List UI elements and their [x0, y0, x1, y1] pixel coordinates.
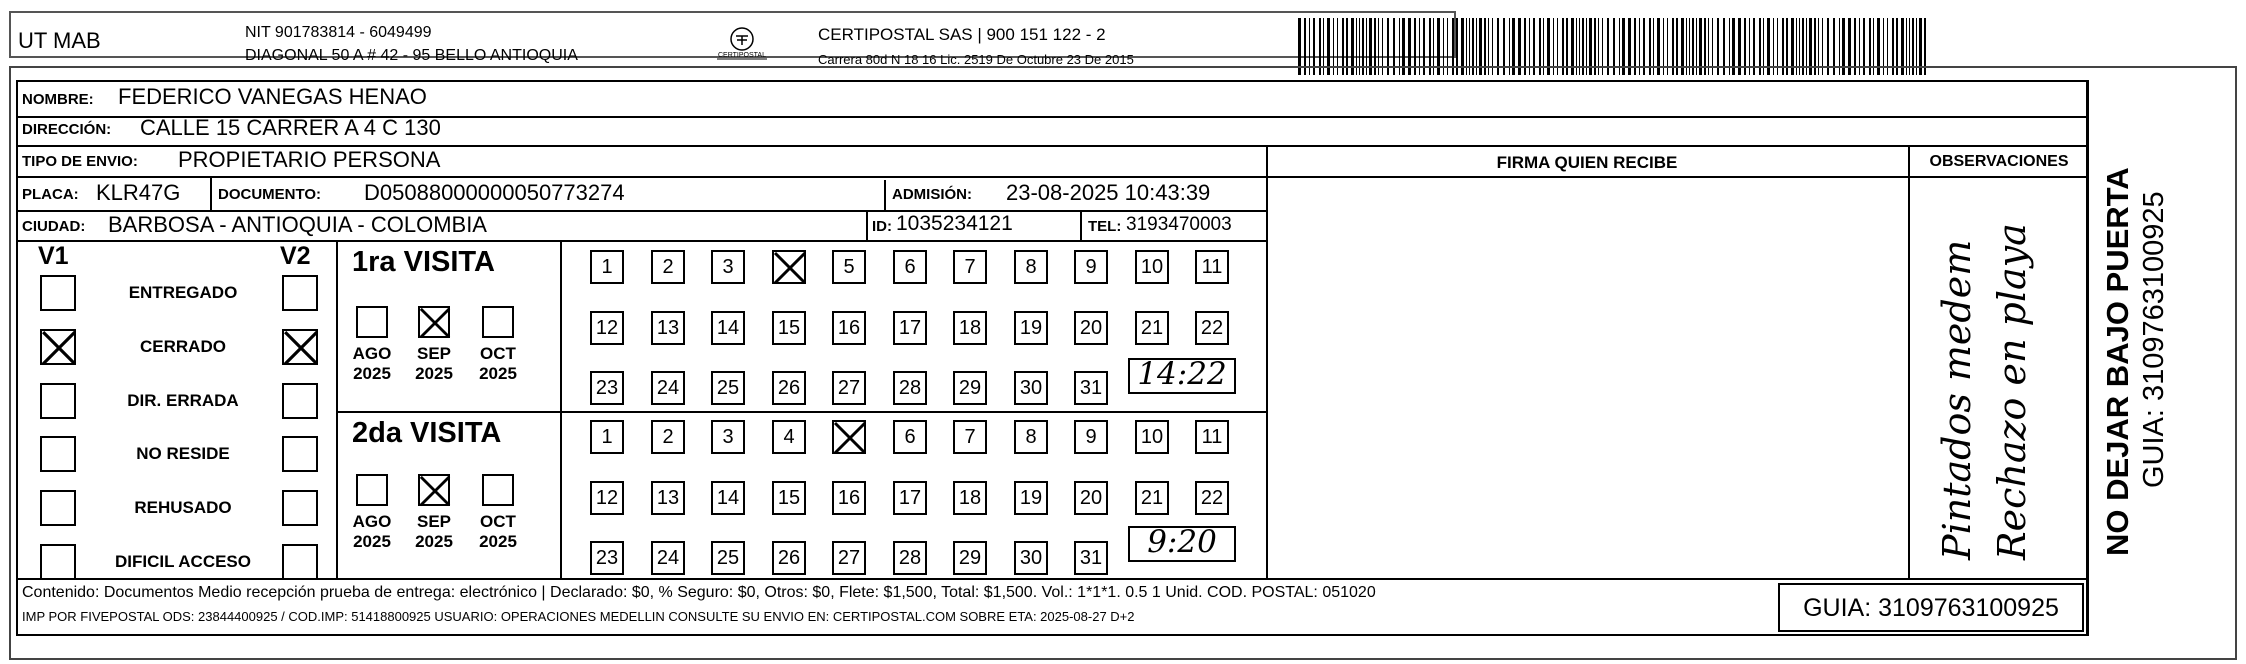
- first-visit-day-28[interactable]: 28: [893, 371, 927, 405]
- v2-checkbox-3[interactable]: [282, 436, 318, 472]
- second-visit-time: 9:20: [1147, 524, 1217, 560]
- observation-handwriting-1: Pintados medem: [1935, 239, 1979, 560]
- first-visit-year-label: 2025: [353, 364, 391, 383]
- cell-divider: [866, 210, 868, 240]
- company-nit: NIT 901783814 - 6049499: [245, 24, 432, 41]
- cell-divider: [884, 180, 886, 210]
- first-visit-day-10[interactable]: 10: [1135, 250, 1169, 284]
- admission-label: ADMISIÓN:: [892, 186, 972, 203]
- second-visit-month-checkbox-sep[interactable]: [418, 474, 450, 506]
- observations-divider: [1908, 145, 1910, 578]
- second-visit-day-9[interactable]: 9: [1074, 420, 1108, 454]
- first-visit-year-label: 2025: [479, 364, 517, 383]
- second-visit-day-14[interactable]: 14: [711, 481, 745, 515]
- first-visit-day-2[interactable]: 2: [651, 250, 685, 284]
- id-value: 1035234121: [896, 212, 1013, 235]
- first-visit-day-19[interactable]: 19: [1014, 311, 1048, 345]
- first-visit-day-31[interactable]: 31: [1074, 371, 1108, 405]
- second-visit-day-16[interactable]: 16: [832, 481, 866, 515]
- footer-imp: IMP POR FIVEPOSTAL ODS: 23844400925 / COD.IMP: 51418800925 USUARIO: OPERACIONES MEDELLIN CONSULTE SU ENVIO EN: CERTIPOSTAL.COM SOBRE ETA: 2025-08-27 D+2: [22, 609, 1135, 624]
- second-visit-day-5[interactable]: [832, 420, 866, 454]
- v1-checkbox-0[interactable]: [40, 275, 76, 311]
- status-label: DIFICIL ACCESO: [114, 552, 251, 571]
- visit-divider: [336, 411, 1266, 413]
- certipostal-logo: [712, 25, 772, 65]
- second-visit-year-label: 2025: [415, 532, 453, 551]
- v2-checkbox-1[interactable]: [282, 329, 318, 365]
- v1-checkbox-3[interactable]: [40, 436, 76, 472]
- first-visit-day-24[interactable]: 24: [651, 371, 685, 405]
- second-visit-day-6[interactable]: 6: [893, 420, 927, 454]
- first-visit-day-11[interactable]: 11: [1195, 250, 1229, 284]
- second-visit-day-30[interactable]: 30: [1014, 541, 1048, 575]
- company-address: DIAGONAL 50 A # 42 - 95 BELLO ANTIOQUIA: [245, 47, 578, 64]
- first-visit-day-26[interactable]: 26: [772, 371, 806, 405]
- first-visit-day-27[interactable]: 27: [832, 371, 866, 405]
- status-label: REHUSADO: [134, 498, 232, 517]
- second-visit-day-26[interactable]: 26: [772, 541, 806, 575]
- first-visit-day-17[interactable]: 17: [893, 311, 927, 345]
- carrier-license: Carrera 80d N 18 16 Lic. 2519 De Octubre 23 De 2015: [818, 52, 1134, 67]
- recipient-address: CALLE 15 CARRER A 4 C 130: [140, 115, 441, 140]
- document-label: DOCUMENTO:: [218, 186, 322, 203]
- city-value: BARBOSA - ANTIOQUIA - COLOMBIA: [108, 212, 487, 237]
- second-visit-day-1[interactable]: 1: [590, 420, 624, 454]
- second-visit-day-17[interactable]: 17: [893, 481, 927, 515]
- status-divider: [336, 240, 338, 578]
- city-label: CIUDAD:: [22, 218, 86, 235]
- logo-text: CERTIPOSTAL: [718, 52, 766, 59]
- second-visit-day-18[interactable]: 18: [953, 481, 987, 515]
- observations-label: OBSERVACIONES: [1929, 153, 2069, 170]
- v1-checkbox-1[interactable]: [40, 329, 76, 365]
- first-visit-day-7[interactable]: 7: [953, 250, 987, 284]
- second-visit-year-label: 2025: [353, 532, 391, 551]
- first-visit-day-3[interactable]: 3: [711, 250, 745, 284]
- name-label: NOMBRE:: [22, 91, 94, 108]
- first-visit-day-14[interactable]: 14: [711, 311, 745, 345]
- admission-value: 23-08-2025 10:43:39: [1006, 180, 1211, 205]
- second-visit-day-28[interactable]: 28: [893, 541, 927, 575]
- second-visit-day-10[interactable]: 10: [1135, 420, 1169, 454]
- second-visit-day-4[interactable]: 4: [772, 420, 806, 454]
- row-divider: [16, 240, 1266, 242]
- footer-guia: GUIA: 3109763100925: [1803, 594, 2059, 622]
- second-visit-day-13[interactable]: 13: [651, 481, 685, 515]
- v2-label: V2: [280, 242, 311, 270]
- shipment-type-label: TIPO DE ENVIO:: [22, 153, 138, 170]
- plate-value: KLR47G: [96, 180, 181, 205]
- second-visit-day-22[interactable]: 22: [1195, 481, 1229, 515]
- document-value: D05088000000050773274: [364, 180, 625, 205]
- second-visit-day-7[interactable]: 7: [953, 420, 987, 454]
- first-visit-label: 1ra VISITA: [352, 246, 495, 278]
- second-visit-day-12[interactable]: 12: [590, 481, 624, 515]
- second-visit-day-8[interactable]: 8: [1014, 420, 1048, 454]
- first-visit-day-4[interactable]: [772, 250, 806, 284]
- second-visit-day-2[interactable]: 2: [651, 420, 685, 454]
- month-divider: [560, 240, 562, 578]
- second-visit-day-21[interactable]: 21: [1135, 481, 1169, 515]
- cell-divider: [1080, 210, 1082, 240]
- second-visit-year-label: 2025: [479, 532, 517, 551]
- v1-checkbox-4[interactable]: [40, 490, 76, 526]
- first-visit-day-15[interactable]: 15: [772, 311, 806, 345]
- second-visit-month-label: OCT: [480, 512, 516, 531]
- first-visit-month-checkbox-ago[interactable]: [356, 306, 388, 338]
- first-visit-day-29[interactable]: 29: [953, 371, 987, 405]
- status-label: ENTREGADO: [128, 283, 238, 302]
- v1-checkbox-5[interactable]: [40, 544, 76, 580]
- first-visit-day-21[interactable]: 21: [1135, 311, 1169, 345]
- v2-checkbox-0[interactable]: [282, 275, 318, 311]
- second-visit-day-3[interactable]: 3: [711, 420, 745, 454]
- signature-label: FIRMA QUIEN RECIBE: [1496, 153, 1678, 172]
- status-label: DIR. ERRADA: [127, 391, 239, 410]
- v2-checkbox-2[interactable]: [282, 383, 318, 419]
- footer-contents: Contenido: Documentos Medio recepción prueba de entrega: electrónico | Declarado: $0, % Seguro: $0, Otros: $0, Flete: $1,500, Total: $1,500. Vol.: 1*1*1. 0.5 1 Unid. COD. POSTAL: 051020: [22, 584, 1376, 601]
- second-visit-day-23[interactable]: 23: [590, 541, 624, 575]
- v1-checkbox-2[interactable]: [40, 383, 76, 419]
- first-visit-month-checkbox-oct[interactable]: [482, 306, 514, 338]
- shipment-type: PROPIETARIO PERSONA: [178, 147, 441, 172]
- first-visit-day-16[interactable]: 16: [832, 311, 866, 345]
- first-visit-day-22[interactable]: 22: [1195, 311, 1229, 345]
- first-visit-day-30[interactable]: 30: [1014, 371, 1048, 405]
- second-visit-day-27[interactable]: 27: [832, 541, 866, 575]
- second-visit-day-19[interactable]: 19: [1014, 481, 1048, 515]
- first-visit-month-label: SEP: [416, 344, 452, 363]
- side-warning: NO DEJAR BAJO PUERTA: [2100, 167, 2135, 556]
- second-visit-month-label: SEP: [416, 512, 452, 531]
- v1-label: V1: [38, 242, 69, 270]
- second-visit-day-24[interactable]: 24: [651, 541, 685, 575]
- side-guia: GUIA: 3109763100925: [2138, 191, 2170, 488]
- first-visit-day-20[interactable]: 20: [1074, 311, 1108, 345]
- recipient-name: FEDERICO VANEGAS HENAO: [118, 84, 427, 109]
- tel-value: 3193470003: [1126, 214, 1232, 235]
- cell-divider: [210, 176, 212, 210]
- second-visit-day-25[interactable]: 25: [711, 541, 745, 575]
- first-visit-day-5[interactable]: 5: [832, 250, 866, 284]
- status-label: NO RESIDE: [136, 444, 230, 463]
- second-visit-month-checkbox-oct[interactable]: [482, 474, 514, 506]
- observation-handwriting-2: Rechazo en playa: [1990, 223, 2034, 560]
- tel-label: TEL:: [1088, 218, 1122, 235]
- row-divider: [16, 578, 2088, 580]
- first-visit-month-checkbox-sep[interactable]: [418, 306, 450, 338]
- second-visit-day-20[interactable]: 20: [1074, 481, 1108, 515]
- plate-label: PLACA:: [22, 186, 79, 203]
- first-visit-day-8[interactable]: 8: [1014, 250, 1048, 284]
- second-visit-day-15[interactable]: 15: [772, 481, 806, 515]
- first-visit-month-label: AGO: [352, 344, 392, 363]
- address-label: DIRECCIÓN:: [22, 121, 112, 138]
- first-visit-year-label: 2025: [415, 364, 453, 383]
- company-name: UT MAB: [18, 28, 101, 53]
- signature-divider: [1266, 145, 1268, 578]
- second-visit-month-checkbox-ago[interactable]: [356, 474, 388, 506]
- second-visit-label: 2da VISITA: [352, 417, 502, 449]
- first-visit-day-9[interactable]: 9: [1074, 250, 1108, 284]
- status-label: CERRADO: [140, 337, 226, 356]
- carrier-name: CERTIPOSTAL SAS | 900 151 122 - 2: [818, 25, 1106, 44]
- row-divider: [16, 176, 1266, 178]
- second-visit-day-31[interactable]: 31: [1074, 541, 1108, 575]
- row-divider: [1266, 176, 2088, 178]
- first-visit-day-6[interactable]: 6: [893, 250, 927, 284]
- first-visit-day-1[interactable]: 1: [590, 250, 624, 284]
- id-label: ID:: [872, 218, 892, 235]
- first-visit-day-12[interactable]: 12: [590, 311, 624, 345]
- second-visit-month-label: AGO: [352, 512, 392, 531]
- first-visit-day-18[interactable]: 18: [953, 311, 987, 345]
- second-visit-day-29[interactable]: 29: [953, 541, 987, 575]
- second-visit-day-11[interactable]: 11: [1195, 420, 1229, 454]
- v2-checkbox-5[interactable]: [282, 544, 318, 580]
- first-visit-day-23[interactable]: 23: [590, 371, 624, 405]
- v2-checkbox-4[interactable]: [282, 490, 318, 526]
- first-visit-month-label: OCT: [480, 344, 516, 363]
- first-visit-time: 14:22: [1137, 356, 1227, 392]
- first-visit-day-13[interactable]: 13: [651, 311, 685, 345]
- first-visit-day-25[interactable]: 25: [711, 371, 745, 405]
